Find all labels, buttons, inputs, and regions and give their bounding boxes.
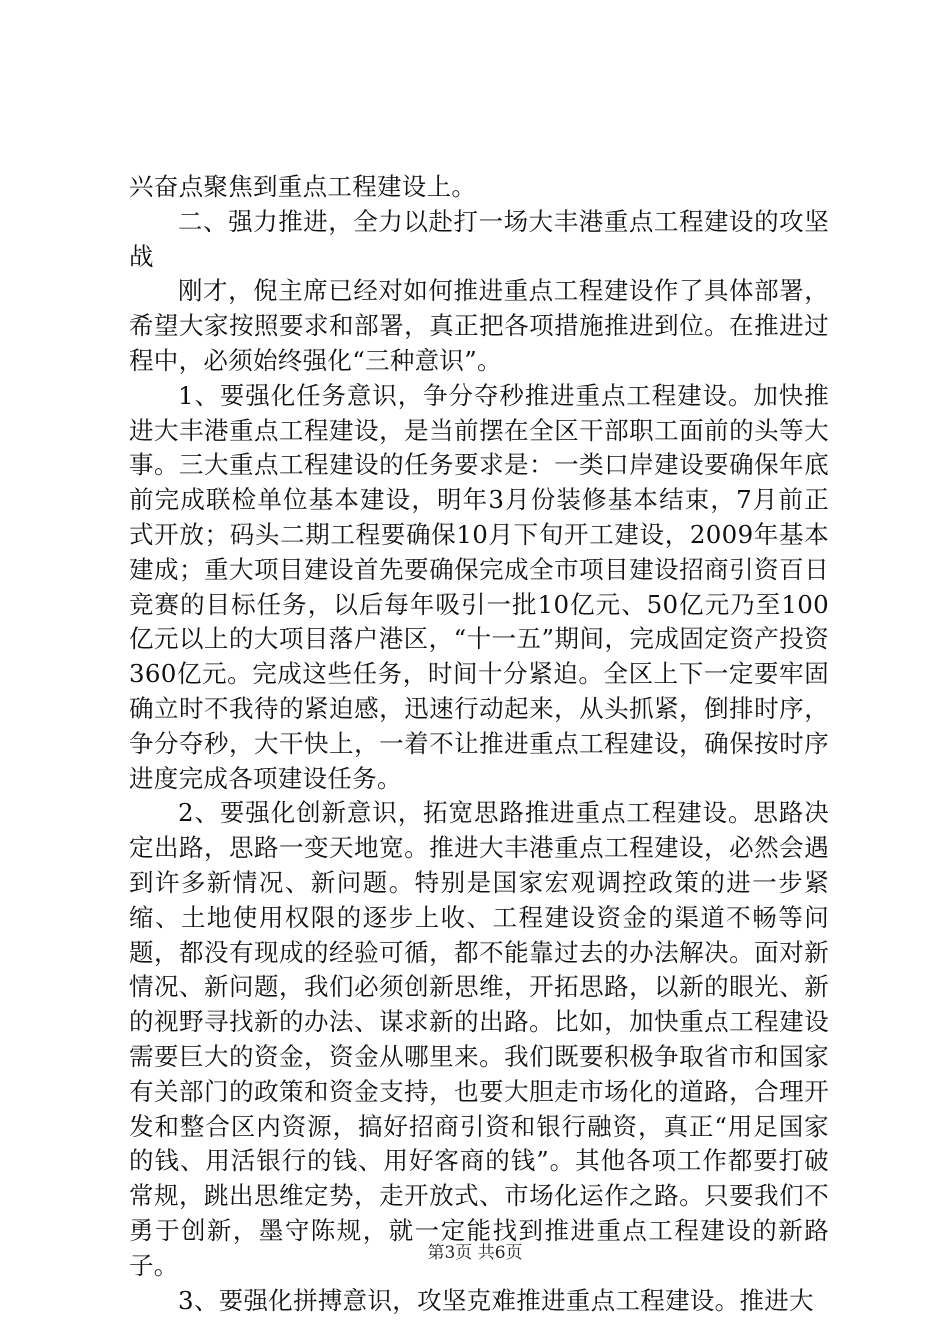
paragraph-continuation: 兴奋点聚焦到重点工程建设上。 [129, 172, 477, 201]
document-body [129, 170, 829, 1318]
page-number-label: 第3页 共6页 [427, 1243, 523, 1263]
paragraph-task-awareness: 1、要强化任务意识，争分夺秒推进重点工程建设。加快推进大丰港重点工程建设，是当前摆在全区干部职工面前的头等大事。三大重点工程建设的任务要求是：一类口岸建设要确保年底前完成联检单位基本建设，明年3月份装修基本结束，7月前正式开放；码头二期工程要确保10月下旬开工建设，2009年基本建成；重大项目建设首先要确保完成全市项目建设招商引资百日竞赛的目标任务，以后每年吸引一批10亿元、50亿元乃至100亿元以上的大项目落户港区，“十一五”期间，完成固定资产投资360亿元。完成这些任务，时间十分紧迫。全区上下一定要牢固确立时不我待的紧迫感，迅速行动起来，从头抓紧，倒排时序，争分夺秒，大干快上，一着不让推进重点工程建设，确保按时序进度完成各项建设任务。 [129, 380, 829, 793]
paragraph-innovation-awareness: 2、要强化创新意识，拓宽思路推进重点工程建设。思路决定出路，思路一变天地宽。推进大丰港重点工程建设，必然会遇到许多新情况、新问题。特别是国家宏观调控政策的进一步紧缩、土地使用权限的逐步上收、工程建设资金的渠道不畅等问题，都没有现成的经验可循，都不能靠过去的办法解决。面对新情况、新问题，我们必须创新思维，开拓思路，以新的眼光、新的视野寻找新的办法、谋求新的出路。比如，加快重点工程建设需要巨大的资金，资金从哪里来。我们既要积极争取省市和国家有关部门的政策和资金支持，也要大胆走市场化的道路，合理开发和整合区内资源，搞好招商引资和银行融资，真正“用足国家的钱、用活银行的钱、用好客商的钱”。其他各项工作都要打破常规，跳出思维定势，走开放式、市场化运作之路。只要我们不勇于创新，墨守陈规，就一定能找到推进重点工程建设的新路子。 [129, 798, 829, 1280]
paragraph-intro: 刚才，倪主席已经对如何推进重点工程建设作了具体部署，希望大家按照要求和部署，真正把各项措施推进到位。在推进过程中，必须始终强化“三种意识”。 [129, 276, 829, 375]
paragraph-striving-awareness: 3、要强化拼搏意识，攻坚克难推进重点工程建设。推进大 [178, 1285, 814, 1315]
section-heading: 二、强力推进，全力以赴打一场大丰港重点工程建设的攻坚战 [129, 206, 829, 271]
page-footer [0, 1243, 950, 1263]
